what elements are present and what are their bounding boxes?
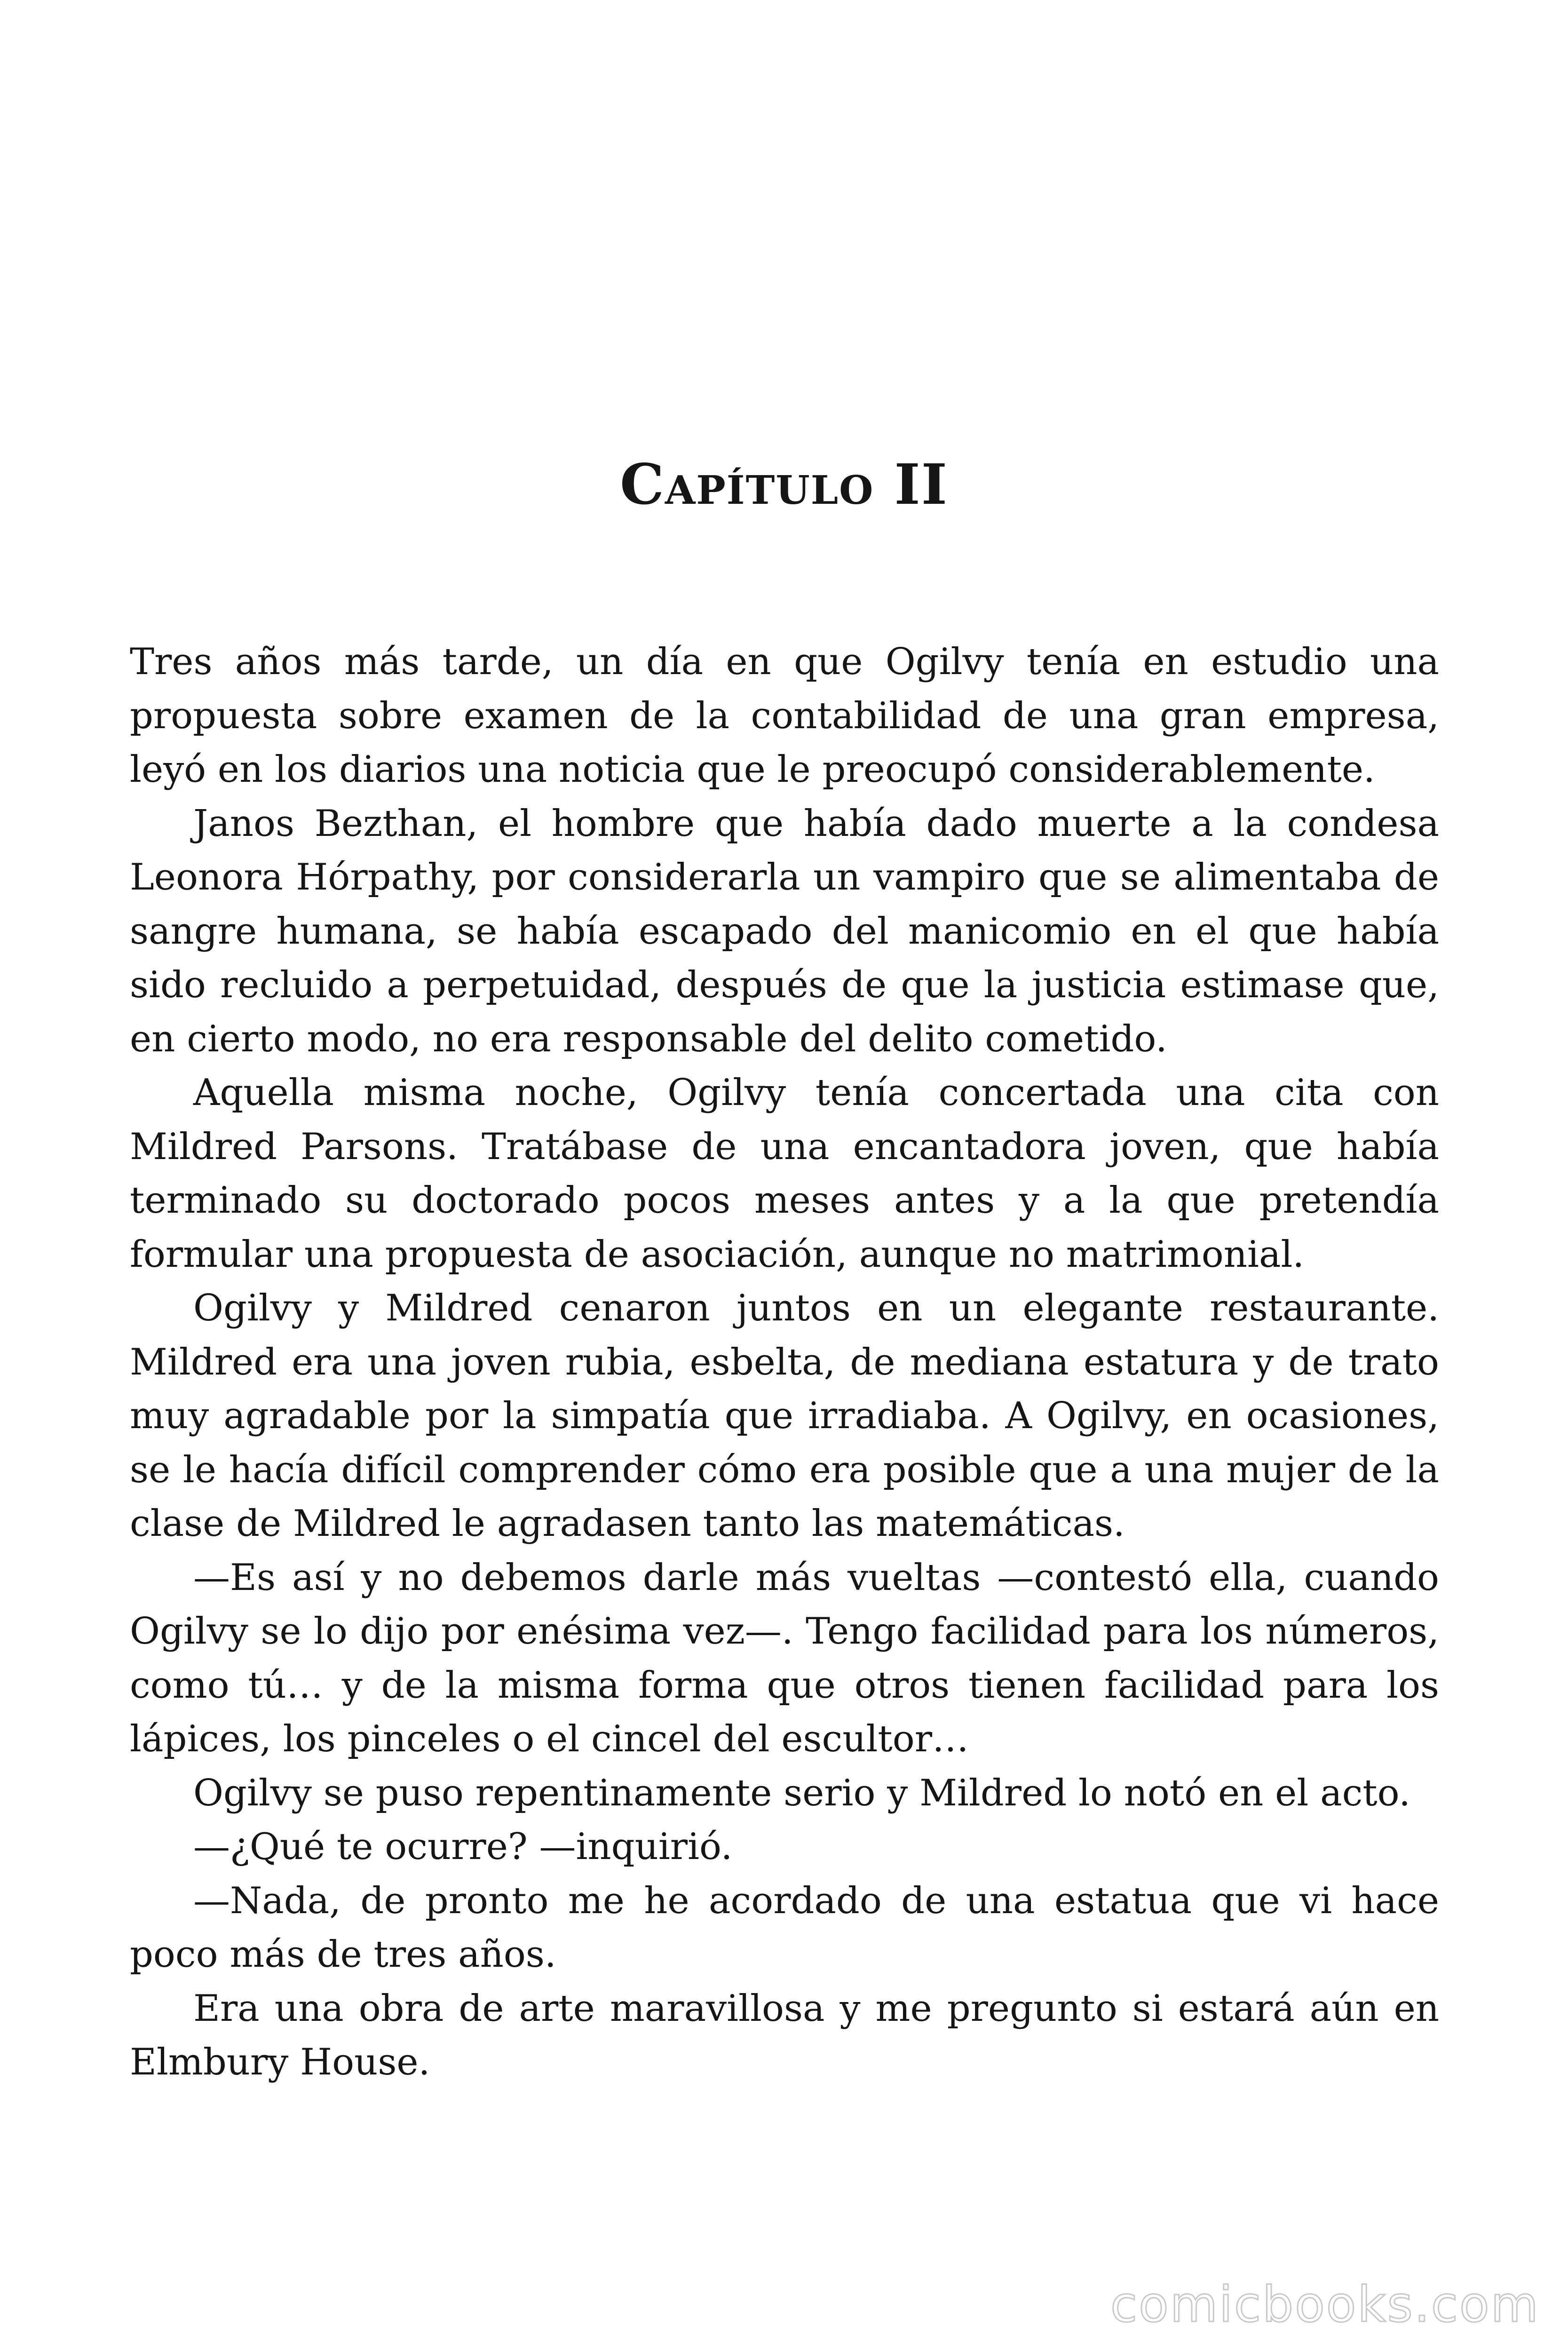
- chapter-body: [130, 635, 1439, 2090]
- paragraph: Ogilvy y Mildred cenaron juntos en un elegante restaurante. Mildred era una joven rubia, esbelta, de mediana estatura y de trato muy agradable por la simpatía que irradiaba. A Ogilvy, en ocasiones, se le hacía difícil comprender cómo era posible que a una mujer de la clase de Mildred le agradasen tanto las matemáticas.: [130, 1287, 1439, 1545]
- chapter-title: Capítulo II: [620, 452, 948, 517]
- paragraph: —¿Qué te ocurre? —inquirió.: [193, 1826, 733, 1868]
- paragraph: Janos Bezthan, el hombre que había dado muerte a la condesa Leonora Hórpathy, por considerarla un vampiro que se alimentaba de sangre humana, se había escapado del manicomio en el que había sido recluido a perpetuidad, después de que la justicia estimase que, en cierto modo, no era responsable del delito cometido.: [130, 802, 1439, 1060]
- paragraph: —Nada, de pronto me he acordado de una estatua que vi hace poco más de tres años.: [130, 1879, 1439, 1976]
- paragraph: Ogilvy se puso repentinamente serio y Mildred lo notó en el acto.: [193, 1772, 1410, 1814]
- paragraph: —Es así y no debemos darle más vueltas —contestó ella, cuando Ogilvy se lo dijo por enésima vez—. Tengo facilidad para los números, como tú… y de la misma forma que otros tienen facilidad para los lápices, los pinceles o el cincel del escultor…: [130, 1556, 1439, 1760]
- paragraph: Tres años más tarde, un día en que Ogilvy tenía en estudio una propuesta sobre examen de la contabilidad de una gran empresa, leyó en los diarios una noticia que le preocupó considerablemente.: [130, 641, 1439, 791]
- watermark: comicbooks.com: [1110, 2276, 1540, 2333]
- paragraph: Aquella misma noche, Ogilvy tenía concertada una cita con Mildred Parsons. Tratábase de una encantadora joven, que había terminado su doctorado pocos meses antes y a la que pretendía formular una propuesta de asociación, aunque no matrimonial.: [130, 1072, 1439, 1276]
- paragraph: Era una obra de arte maravillosa y me pregunto si estará aún en Elmbury House.: [130, 1987, 1439, 2083]
